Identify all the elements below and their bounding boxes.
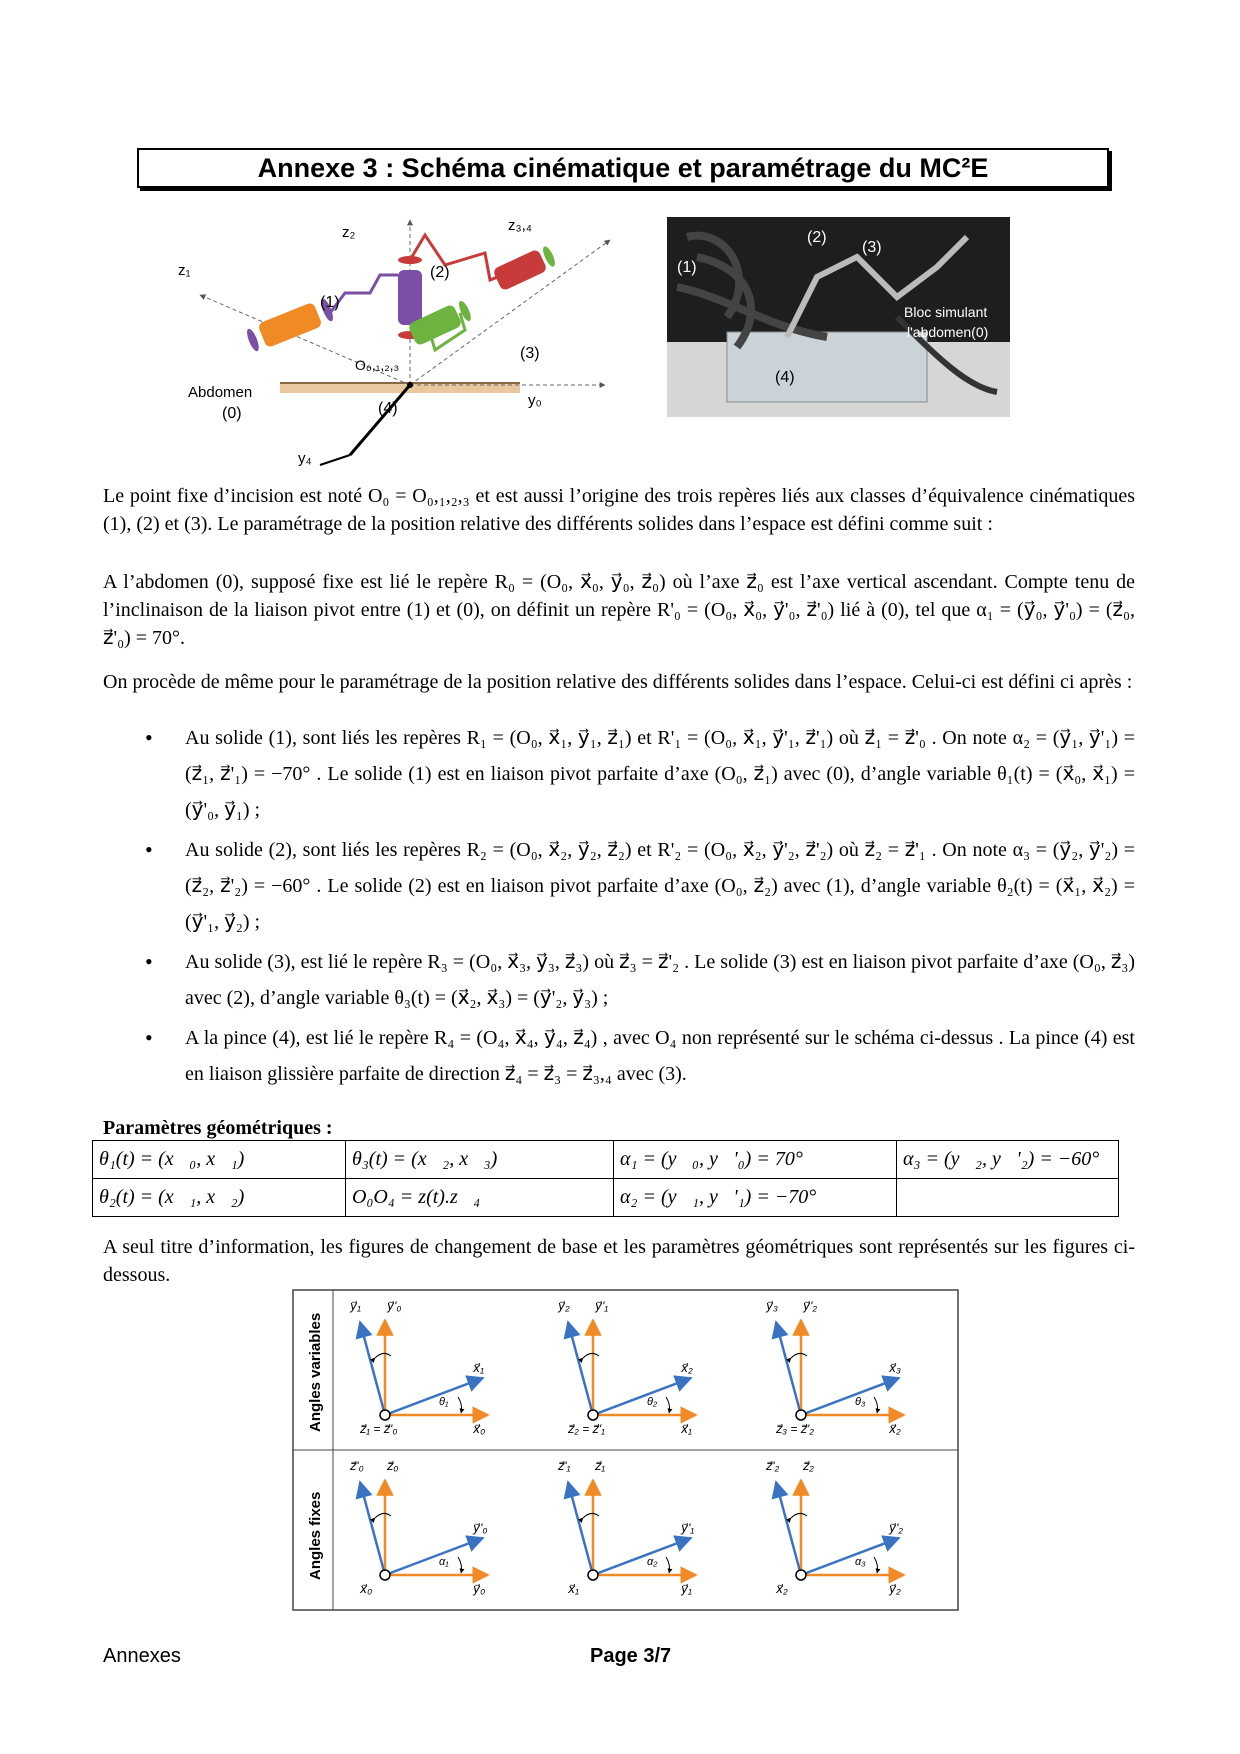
origin-label: z⃗₂ = z⃗'₁ — [568, 1422, 605, 1436]
orange-right-label: x⃗₁ — [681, 1422, 692, 1436]
orange-right-label: y⃗₁ — [681, 1582, 692, 1596]
list-item: • Au solide (3), est lié le repère R₃ = (O₀, x⃗₃, y⃗₃, z⃗₃) où z⃗₃ = z⃗'₂ . Le solide (3) est en liaison pivot parfaite d’axe (O₀, z⃗₃) avec (2), d’angle variable θ₃(t) = (x⃗₂, x⃗₃) = (y⃗'₂, y⃗₃) ; — [145, 944, 1135, 1016]
origin-point — [588, 1410, 598, 1420]
angle-label: α₃ — [855, 1556, 866, 1568]
axis-z2-label: z₂ — [342, 224, 356, 241]
origin-point — [796, 1570, 806, 1580]
row-label-fixed: Angles fixes — [307, 1491, 324, 1580]
table-cell: α₁ = (y⃗₀, y⃗'₀) = 70° — [614, 1141, 897, 1179]
blue-top-label: z⃗'₁ — [558, 1459, 571, 1473]
robot-photo — [667, 217, 1010, 417]
table-cell: θ₂(t) = (x⃗₁, x⃗₂) — [93, 1179, 346, 1217]
label-1: (1) — [320, 294, 340, 311]
angle-label: θ₂ — [647, 1396, 658, 1408]
orange-right-label: x⃗₀ — [473, 1422, 486, 1436]
blue-top-label: z⃗'₀ — [350, 1459, 364, 1473]
label-4: (4) — [378, 400, 398, 417]
axis-z34-label: z₃,₄ — [508, 217, 532, 234]
table-row — [93, 1179, 1119, 1217]
abdomen-label: Abdomen — [188, 384, 253, 401]
axis-y4-line — [350, 385, 410, 455]
page-title: Annexe 3 : Schéma cinématique et paramétrage du MC²E — [137, 148, 1109, 188]
orange-top-label: z⃗₀ — [387, 1459, 399, 1473]
origin-point — [407, 382, 413, 388]
origin-label: z⃗₁ = z⃗'₀ — [360, 1422, 398, 1436]
kinematic-schema — [178, 215, 630, 475]
table-row — [93, 1141, 1119, 1179]
blue-top-label: y⃗₃ — [766, 1299, 778, 1313]
solid-2-cylinder — [398, 270, 422, 325]
photo-label-1: (1) — [677, 259, 697, 276]
list-item: • Au solide (1), sont liés les repères R₁ = (O₀, x⃗₁, y⃗₁, z⃗₁) et R'₁ = (O₀, x⃗₁, y⃗'₁, z⃗'₁) où z⃗₁ = z⃗'₀ . On note α₂ = (y⃗₁, y⃗'₁) = (z⃗₁, z⃗'₁) = −70° . Le solide (1) est en liaison pivot parfaite d’axe (O₀, z⃗₁) avec (0), d’angle variable θ₁(t) = (x⃗₀, x⃗₁) = (y⃗'₀, y⃗₁) ; — [145, 720, 1135, 828]
orange-top-label: y⃗'₀ — [387, 1299, 402, 1313]
table-cell: θ₃(t) = (x⃗₂, x⃗₃) — [346, 1141, 614, 1179]
orange-right-label: x⃗₂ — [889, 1422, 901, 1436]
table-cell: θ₁(t) = (x⃗₀, x⃗₁) — [93, 1141, 346, 1179]
table-cell — [897, 1179, 1119, 1217]
footer-left: Annexes — [103, 1645, 181, 1667]
row-label-variable: Angles variables — [307, 1312, 324, 1432]
photo-label-3: (3) — [862, 239, 882, 256]
blue-right-label: y⃗'₁ — [681, 1521, 695, 1535]
basis-figures — [293, 1290, 958, 1610]
origin-point — [380, 1570, 390, 1580]
blue-right-label: y⃗'₀ — [473, 1521, 488, 1535]
origin-label: x⃗₁ — [568, 1582, 579, 1596]
label-2: (2) — [430, 264, 450, 281]
table-cell: O₀O₄ = z(t).z⃗₄ — [346, 1179, 614, 1217]
blue-top-label: y⃗₂ — [558, 1299, 570, 1313]
angle-label: θ₁ — [439, 1396, 449, 1408]
orange-top-label: y⃗'₁ — [595, 1299, 609, 1313]
angle-label: α₂ — [647, 1556, 658, 1568]
blue-right-label: x⃗₃ — [889, 1361, 901, 1375]
origin-point — [588, 1570, 598, 1580]
list-item: • Au solide (2), sont liés les repères R₂ = (O₀, x⃗₂, y⃗₂, z⃗₂) et R'₂ = (O₀, x⃗₂, y⃗'₂, z⃗'₂) où z⃗₂ = z⃗'₁ . On note α₃ = (y⃗₂, y⃗'₂) = (z⃗₂, z⃗'₂) = −60° . Le solide (2) est en liaison pivot parfaite d’axe (O₀, z⃗₂) avec (1), d’angle variable θ₂(t) = (x⃗₁, x⃗₂) = (y⃗'₁, y⃗₂) ; — [145, 832, 1135, 940]
axis-y0-label: y₀ — [528, 392, 542, 409]
origin-label: x⃗₀ — [360, 1582, 373, 1596]
abdomen-paragraph: A l’abdomen (0), supposé fixe est lié le repère R₀ = (O₀, x⃗₀, y⃗₀, z⃗₀) où l’axe z⃗₀ est l’axe vertical ascendant. Compte tenu de l’inclinaison de la liaison pivot entre (1) et (0), on définit un repère R'₀ = (O₀, x⃗₀, y⃗'₀, z⃗'₀) lié à (0), tel que α₁ = (y⃗₀, y⃗'₀) = (z⃗₀, z⃗'₀) = 70°. — [103, 571, 1135, 649]
orange-right-label: y⃗₀ — [473, 1582, 486, 1596]
orange-top-label: y⃗'₂ — [803, 1299, 817, 1313]
photo-label-4: (4) — [775, 369, 795, 386]
orange-top-label: z⃗₁ — [595, 1459, 606, 1473]
table-cell: α₂ = (y⃗₁, y⃗'₁) = −70° — [614, 1179, 897, 1217]
angle-label: α₁ — [439, 1556, 449, 1568]
label-origin: O₀,₁,₂,₃ — [355, 357, 400, 373]
table-cell: α₃ = (y⃗₂, y⃗'₂) = −60° — [897, 1141, 1119, 1179]
origin-label: z⃗₃ = z⃗'₂ — [776, 1422, 814, 1436]
axis-z1-label: z₁ — [178, 262, 191, 279]
orange-right-label: y⃗₂ — [889, 1582, 901, 1596]
photo-caption-1: Bloc simulant — [904, 304, 988, 320]
link-1 — [330, 275, 398, 313]
blue-top-label: y⃗₁ — [350, 1299, 361, 1313]
blue-top-label: z⃗'₂ — [766, 1459, 780, 1473]
origin-point — [796, 1410, 806, 1420]
solids-list — [145, 720, 1135, 1096]
axis-y4-label: y₄ — [298, 450, 312, 467]
photo-label-2: (2) — [807, 229, 827, 246]
params-table — [92, 1140, 1119, 1217]
method-paragraph: On procède de même pour le paramétrage de la position relative des différents solides dans l’espace. Celui-ci est défini ci après : — [103, 671, 1133, 693]
blue-right-label: x⃗₁ — [473, 1361, 484, 1375]
list-item: • A la pince (4), est lié le repère R₄ = (O₄, x⃗₄, y⃗₄, z⃗₄) , avec O₄ non représenté sur le schéma ci-dessus . La pince (4) est en liaison glissière parfaite de direction z⃗₄ = z⃗₃ = z⃗₃,₄ avec (3). — [145, 1020, 1135, 1092]
origin-point — [380, 1410, 390, 1420]
info-paragraph: A seul titre d’information, les figures de changement de base et les paramètres géométriques sont représentés sur les figures ci-dessous. — [103, 1236, 1135, 1286]
label-3: (3) — [520, 345, 540, 362]
blue-right-label: x⃗₂ — [681, 1361, 693, 1375]
abdomen-num: (0) — [222, 405, 242, 422]
blue-right-label: y⃗'₂ — [889, 1521, 903, 1535]
orange-top-label: z⃗₂ — [803, 1459, 814, 1473]
origin-label: x⃗₂ — [776, 1582, 788, 1596]
photo-caption-2: l'abdomen(0) — [907, 324, 989, 340]
params-title: Paramètres géométriques : — [103, 1117, 333, 1139]
angle-label: θ₃ — [855, 1396, 866, 1408]
page-number: Page 3/7 — [590, 1645, 672, 1667]
solid-3-red-cylinder — [492, 244, 557, 292]
intro-paragraph: Le point fixe d’incision est noté O₀ = O₀,₁,₂,₃ et est aussi l’origine des trois repères liés aux classes d’équivalence cinématiques (1), (2) et (3). Le paramétrage de la position relative des différents solides dans l’espace est défini comme suit : — [103, 485, 1135, 535]
